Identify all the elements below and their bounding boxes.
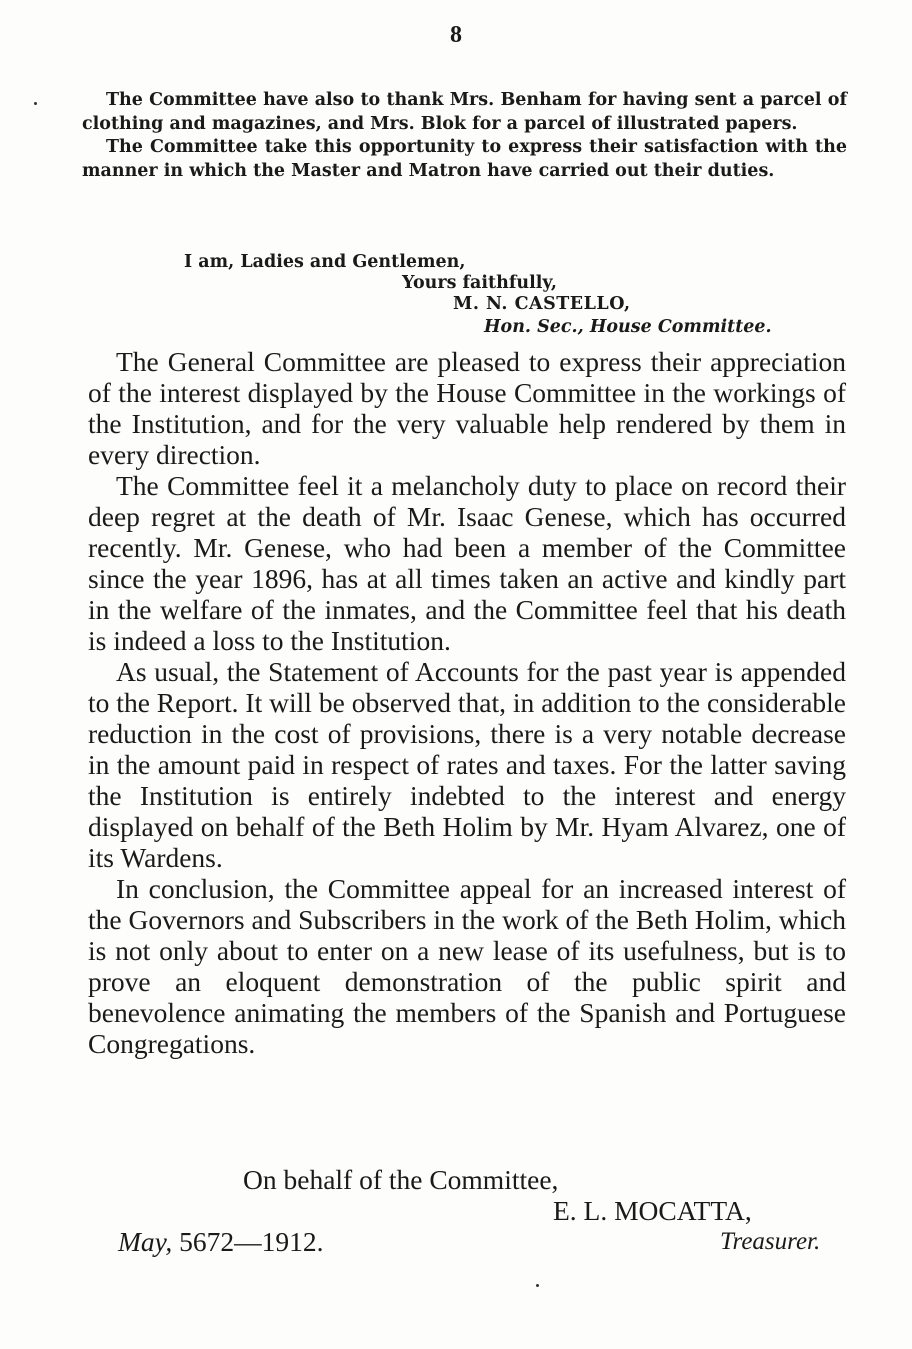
valediction: Yours faithfully, [402,273,557,293]
date-year: 5672—1912. [179,1226,324,1257]
closing: On behalf of the Committee, [243,1164,559,1195]
house-committee-text [82,89,847,183]
stray-mark [34,102,37,105]
signatory-mocatta: E. L. MOCATTA, [553,1195,752,1226]
paragraph-genese: The Committee feel it a melancholy duty to place on record their deep regret at the death of Mr. Isaac Genese, which has occurred recently. Mr. Genese, who had been a member of the Committee since the year 1896, has at all times taken an active and kindly part in the welfare of the inmates, and the Committee feel that his death is indeed a loss to the Institution. [88,470,846,656]
salutation: I am, Ladies and Gentlemen, [184,252,466,272]
paragraph-appreciation: The General Committee are pleased to express their appreciation of the interest displayed by the House Committee in the workings of the Institution, and for the very valuable help rendered by them in every direction. [88,346,846,470]
stray-mark [536,1284,539,1287]
paragraph-accounts: As usual, the Statement of Accounts for the past year is appended to the Report. It will be observed that, in addition to the considerable reduction in the cost of provisions, there is a very notable decrease in the amount paid in respect of rates and taxes. For the latter saving the Institution is entirely indebted to the interest and energy displayed on behalf of the Beth Holim by Mr. Hyam Alvarez, one of its Wardens. [88,656,846,873]
signatory-title-hon-sec: Hon. Sec., House Committee. [484,317,772,337]
paragraph-thanks: The Committee have also to thank Mrs. Benham for having sent a parcel of clothing and magazines, and Mrs. Blok for a parcel of illustrated papers. [82,90,847,134]
paragraph-satisfaction: The Committee take this opportunity to express their satisfaction with the manner in which the Master and Matron have carried out their duties. [82,137,847,181]
general-committee-text [88,346,846,1059]
paragraph-conclusion: In conclusion, the Committee appeal for an increased interest of the Governors and Subscribers in the work of the Beth Holim, which is not only about to enter on a new lease of its usefulness, but is to prove an eloquent demonstration of the public spirit and benevolence animating the members of the Spanish and Portuguese Congregations. [88,873,846,1059]
signatory-castello: M. N. CASTELLO, [453,294,631,314]
page-number: 8 [450,22,462,48]
signatory-title-treasurer: Treasurer. [720,1228,821,1255]
date-month: May, [118,1226,173,1257]
date-line [118,1226,323,1257]
